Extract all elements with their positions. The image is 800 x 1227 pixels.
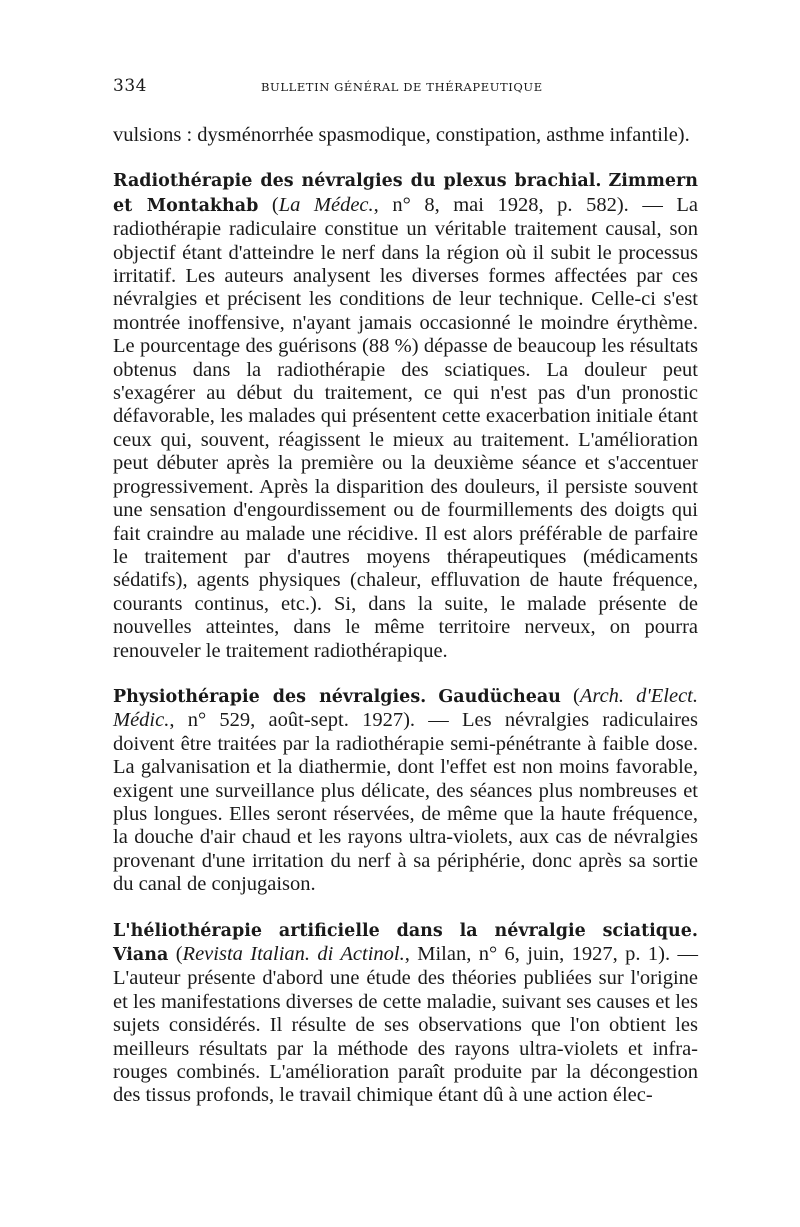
abstract-heliotherapie: L'héliothérapie artificielle dans la névralgie sciatique. Viana (Revista Italian. di Actinol., Milan, n° 6, juin, 1927, p. 1). — L'auteur présente d'abord une étude des théories publiées sur l'origine et les manifestations diverses de cette maladie, suivant ses causes et les sujets considérés. Il résulte de ses observations que l'on obtient les meilleurs résultats par la méthode des rayons ultra-violets et infra-rouges combinés. L'amélioration paraît produite par la décongestion des tissus profonds, le travail chimique étant dû à une action élec- [113, 920, 698, 1107]
article-body: Les névralgies radiculaires doivent être traitées par la radiothérapie semi-pénétrante à faible dose. La galvanisation et la diathermie, dont l'effet est non moins favorable, exigent une surveillance plus délicate, des séances plus nombreuses et plus longues. Elles seront réservées, de même que la haute fréquence, la douche d'air chaud et les rayons ultra-violets, aux cas de névralgies provenant d'une irritation du nerf à sa périphérie, donc après sa sortie du canal de conjugaison. [113, 709, 698, 896]
article-source: Arch. d'Elect. Médic. [113, 684, 698, 732]
article-citation: , Milan, n° 6, juin, 1927, p. 1). — [404, 943, 698, 965]
article-source: La Médec. [278, 193, 374, 216]
article-title: Radiothérapie des névralgies du plexus brachial. [113, 171, 602, 192]
article-body: L'auteur présente d'abord une étude des théories publiées sur l'origine et les manifestations diverses de cette maladie, suivant ses causes et les sujets considérés. Il résulte de ses observations que l'on obtient les meilleurs résultats par la méthode des rayons ultra-violets et infra-rouges combinés. L'amélioration paraît produite par la décongestion des tissus profonds, le travail chimique étant dû à une action élec- [113, 967, 698, 1107]
article-title: Physiothérapie des névralgies. [113, 686, 427, 707]
article-source: Revista Italian. di Actinol. [182, 943, 405, 965]
article-title: L'héliothérapie artificielle dans la névralgie sciatique. [113, 920, 698, 941]
continuation-paragraph: vulsions : dysménorrhée spasmodique, constipation, asthme infantile). [113, 124, 690, 146]
article-citation: , n° 8, mai 1928, p. 582). — [373, 193, 677, 216]
article-body: La radiothérapie radiculaire constitue un véritable traitement causal, son objectif étant d'atteindre le nerf dans la région où il subit le processus irritatif. Les auteurs analysent les diverses formes affectées par ces névralgies et précisent les conditions de leur technique. Celle-ci s'est montrée inoffensive, n'ayant jamais occasionné le moindre érythème. Le pourcentage des guérisons (88 %) dépasse de beaucoup les résultats obtenus dans la radiothérapie des sciatiques. La douleur peut s'exagérer au début du traitement, ce qui n'est pas d'un pronostic défavorable, les malades qui présentent cette exacerbation initiale étant ceux qui, souvent, réagissent le mieux au traitement. L'amélioration peut débuter après la première ou la deuxième séance et s'accentuer progressivement. Après la disparition des douleurs, il persiste souvent une sensation d'engourdissement ou de fourmillements des doigts qui fait craindre au malade une récidive. Il est alors préférable de parfaire le traitement par d'autres moyens thérapeutiques (médicaments sédatifs), agents physiques (chaleur, effluvation de haute fréquence, courants continus, etc.). Si, dans la suite, le malade présente de nouvelles atteintes, dans le même territoire nerveux, on pourra renouveler le traitement radiothérapique. [113, 193, 699, 662]
running-head [113, 76, 698, 102]
article-citation: , n° 529, août-sept. 1927). — [169, 709, 463, 732]
article-authors: Viana [113, 945, 169, 965]
article-authors: Gaudücheau [438, 686, 561, 707]
page [113, 76, 698, 1108]
page-number: 334 [113, 76, 147, 96]
article-authors: Zimmern et Montakhab [113, 171, 699, 216]
abstract-radiotherapie: Radiothérapie des névralgies du plexus brachial. Zimmern et Montakhab (La Médec., n° 8, mai 1928, p. 582). — La radiothérapie radiculaire constitue un véritable traitement causal, son objectif étant d'atteindre le nerf dans la région où il subit le processus irritatif. Les auteurs analysent les diverses formes affectées par ces névralgies et précisent les conditions de leur technique. Celle-ci s'est montrée inoffensive, n'ayant jamais occasionné le moindre érythème. Le pourcentage des guérisons (88 %) dépasse de beaucoup les résultats obtenus dans la radiothérapie des sciatiques. La douleur peut s'exagérer au début du traitement, ce qui n'est pas d'un pronostic défavorable, les malades qui présentent cette exacerbation initiale étant ceux qui, souvent, réagissent le mieux au traitement. L'amélioration peut débuter après la première ou la deuxième séance et s'accentuer progressivement. Après la disparition des douleurs, il persiste souvent une sensation d'engourdissement ou de fourmillements des doigts qui fait craindre au malade une récidive. Il est alors préférable de parfaire le traitement par d'autres moyens thérapeutiques (médicaments sédatifs), agents physiques (chaleur, effluvation de haute fréquence, courants continus, etc.). Si, dans la suite, le malade présente de nouvelles atteintes, dans le même territoire nerveux, on pourra renouveler le traitement radiothérapique. [113, 171, 699, 662]
abstract-physiotherapie: Physiothérapie des névralgies. Gaudücheau (Arch. d'Elect. Médic., n° 529, août-sept. 1927). — Les névralgies radiculaires doivent être traitées par la radiothérapie semi-pénétrante à faible dose. La galvanisation et la diathermie, dont l'effet est non moins favorable, exigent une surveillance plus délicate, des séances plus nombreuses et plus longues. Elles seront réservées, de même que la haute fréquence, la douche d'air chaud et les rayons ultra-violets, aux cas de névralgies provenant d'une irritation du nerf à sa périphérie, donc après sa sortie du canal de conjugaison. [113, 684, 698, 896]
journal-title: BULLETIN GÉNÉRAL DE THÉRAPEUTIQUE [261, 80, 543, 94]
